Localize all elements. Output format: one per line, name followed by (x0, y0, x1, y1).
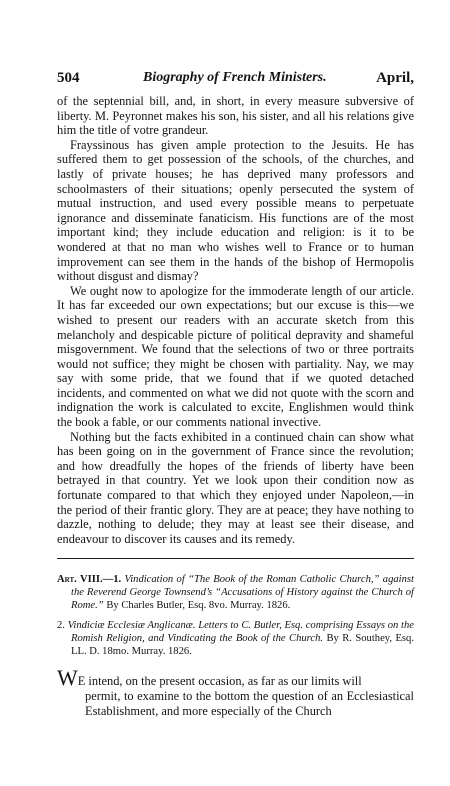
review-entry (57, 619, 414, 658)
opening-line: E intend, on the present occasion, as far as our limits will (77, 674, 362, 689)
running-head (57, 70, 414, 94)
review-entry (57, 573, 414, 612)
review-heading (57, 573, 414, 658)
running-title: Biography of French Ministers. (143, 70, 327, 85)
opening-continuation: permit, to examine to the bottom the question of an Ecclesiastical Establishment, and more especially of the Church (85, 689, 414, 718)
body-text (57, 94, 414, 546)
paragraph: Nothing but the facts exhibited in a continued chain can show what has been going on in the government of France since the revolution; and how dreadfully the hopes of the friends of liberty have been betrayed in that country. Yet we look upon their condition now as fortunate compared to that which they enjoyed under Napoleon,—in the period of their frantic glory. They are at peace; they have nothing to dazzle, nothing to delude; they may at least see their disease, and endeavour to discover its causes and its remedy. (57, 429, 414, 546)
paragraph: We ought now to apologize for the immoderate length of our article. It has far exceeded our own expectations; but our excuse is this—we wished to present our readers with an accurate sketch from this melancholy and despicable picture of political depravity and shameful misgovernment. We found that the selections of two or three portraits would not suffice; they might be chosen with partiality. Nay, we may say with some pride, that we found that if we quoted detached incidents, and commented on what we did not quote with the scorn and indignation the work is calculated to excite, Englishmen would think the book a fable, or our comments national invective. (57, 283, 414, 430)
paragraph: Frayssinous has given ample protection to the Jesuits. He has suffered them to get possession of the schools, of the churches, and lastly of private houses; he has deprived many professors and schoolmasters of their situations; openly persecuted the system of mutual instruction, and used every possible means to perpetuate ignorance and disseminate fanaticism. His functions are of the most important kind; they include education and religion: is it to be wondered at that no man who wishes well to France or to human improvement can see them in the hands of the bishop of Hermopolis without disgust and dismay? (57, 137, 414, 284)
book-page (57, 70, 414, 718)
drop-cap: W (57, 665, 78, 691)
page-number: 504 (57, 70, 80, 86)
running-month: April, (376, 70, 414, 86)
paragraph: of the septennial bill, and, in short, in every measure subversive of liberty. M. Peyronnet makes his son, his sister, and all his relations give him the title of votre grandeur. (57, 94, 414, 138)
article-opening (57, 665, 414, 718)
book-title: Vindication of “The Book of the Roman Catholic Church,” against the Reverend George Townsend’s “Accusations of History against the Church of Rome.” (71, 574, 414, 612)
book-details: By R. Southey, Esq. LL. D. 18mo. Murray. 1826. (71, 633, 414, 658)
section-rule (57, 558, 414, 559)
book-title: Vindiciæ Ecclesiæ Anglicanæ. Letters to C. Butler, Esq. comprising Essays on the Romish Religion, and Vindicating the Book of the Church. (67, 620, 414, 645)
article-label: Art. VIII.—1. (57, 574, 122, 586)
entry-number: 2. (57, 620, 65, 632)
book-details: By Charles Butler, Esq. 8vo. Murray. 1826. (106, 600, 291, 612)
